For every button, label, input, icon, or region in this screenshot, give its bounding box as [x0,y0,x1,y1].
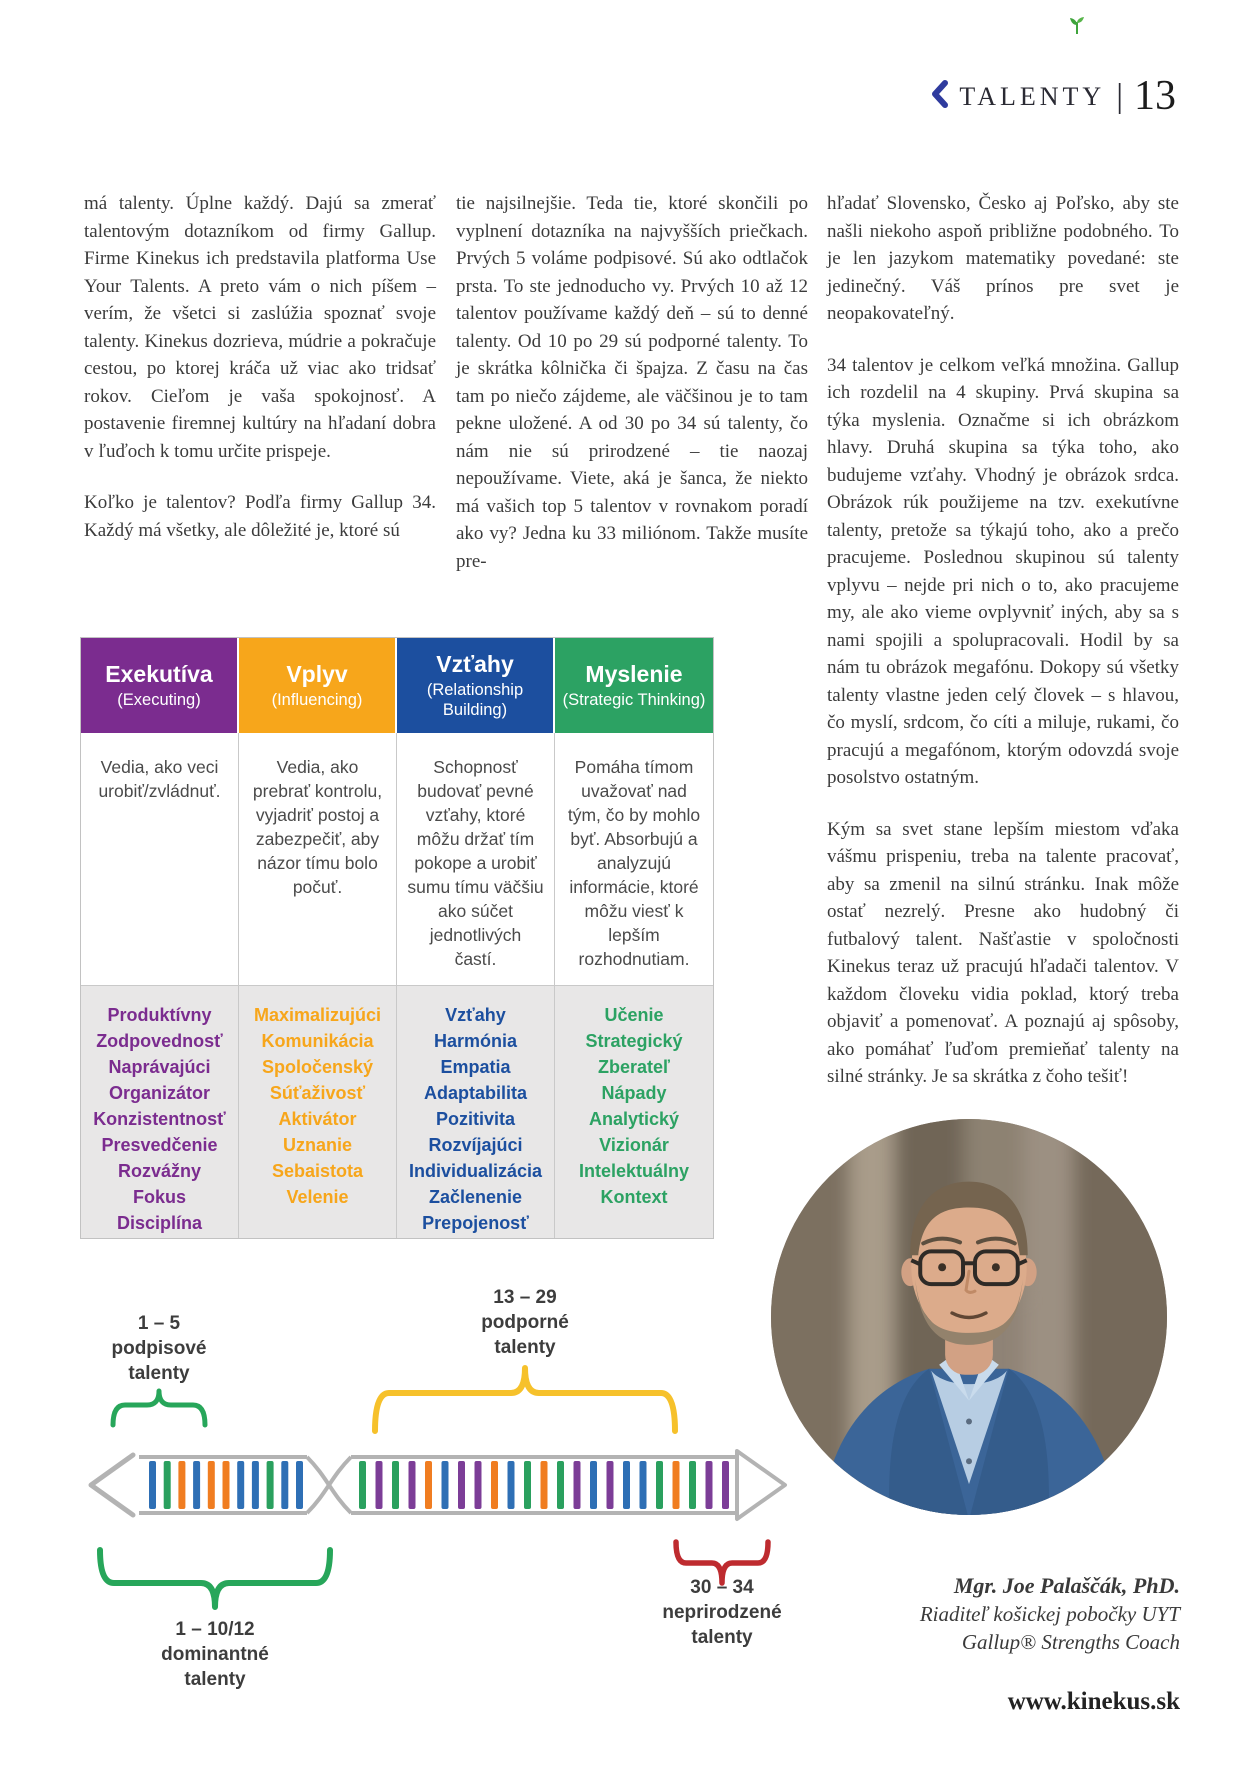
label-dominant-talents: 1 – 10/12 dominantné talenty [161,1619,269,1690]
table-header-myslenie: Myslenie (Strategic Thinking) [555,638,713,733]
table-description-exekutiva: Vedia, ako veci urobiť/zvládnuť. [81,733,239,986]
other-talent-bars [359,1461,729,1509]
talent-range-diagram [75,1245,795,1745]
paragraph: má talenty. Úplne každý. Dajú sa zmerať talentovým dotazníkom od firmy Gallup. Firme Kinekus ich predstavila platforma Use Your Talents. A preto vám o nich píšem – verím, že všetci si zaslúžia spoznať svoje talenty. Kinekus dozrieva, múdrie a pokračuje cestou, po ktorej kráča už viac ako tridsať rokov. Cieľom je vaša spokojnosť. A postavenie firemnej kultúry na hľadaní dobra v ľuďoch k tomu určite prispeje. [84,193,436,462]
header-divider: | [1116,78,1123,115]
table-description-vztahy: Schopnosť budovať pevné vzťahy, ktoré môžu držať tím pokope a urobiť sumu tímu väčšiu ako súčet jednotlivých častí. [397,733,555,986]
table-talents-exekutiva: Produktívny Zodpovednosť Naprávajúci Organizátor Konzistentnosť Presvedčenie Rozvážny Fokus Disciplína [81,986,239,1238]
table-talents-vztahy: Vzťahy Harmónia Empatia Adaptabilita Pozitivita Rozvíjajúci Individualizácia Začlenenie Prepojenosť [397,986,555,1238]
article-column-3 [827,190,1179,1115]
chevron-left-icon [931,80,948,113]
talent-table [80,637,714,1239]
paragraph: Kým sa svet stane lepším miestom vďaka vášmu prispeniu, treba na talente pracovať, aby sa zmenil na silnú stránku. Inak môže ostať nezrelý. Presne ako hudobný či futbalový talent. Našťastie v spoločnosti Kinekus teraz už pracujú hľadači talentov. V každom človeku vidia poklad, ktorý treba objaviť a pomenovať. A poznajú aj spôsoby, ako pomáhať ľuďom premieňať talenty na silné stránky. Je sa skrátka z čoho tešiť! [827,818,1179,1087]
paragraph: hľadať Slovensko, Česko aj Poľsko, aby ste našli niekoho aspoň približne podobného. To je len jazykom matematiky povedané: ste jedinečný. Váš prínos pre svet je neopakovateľný. [827,193,1179,324]
brace-signature [113,1391,205,1425]
table-header-exekutiva: Exekutíva (Executing) [81,638,239,733]
table-description-myslenie: Pomáha tímom uvažovať nad tým, čo by mohlo byť. Absorbujú a analyzujú informácie, ktoré môžu viesť k lepším rozhodnutiam. [555,733,713,986]
section-title: TALENTY [959,82,1106,111]
label-signature-talents: 1 – 5 podpisové talenty [111,1313,207,1384]
paragraph: Koľko je talentov? Podľa firmy Gallup 34. Každý má všetky, ale dôležité je, ktoré sú [84,492,436,541]
paragraph: tie najsilnejšie. Teda tie, ktoré skončili po vyplnení dotazníka na najvyšších priečkach. Prvých 5 voláme podpisové. Sú ako odtlačok prsta. To ste jednoducho vy. Prvých 10 až 12 talentov používame každý deň – sú to denné talenty. Od 10 po 29 sú podporné talenty. To je skrátka kôlnička či špajza. Z času na čas tam po niečo zájdeme, ale väčšinou je to tam pekne uložené. A od 30 po 34 sú talenty, čo nám nie sú prirodzené – tie naozaj nepoužívame. Viete, aká je šanca, že niekto má vašich top 5 talentov v rovnakom poradí ako vy? Jedna ku 33 miliónom. Takže musíte pre- [456,193,808,572]
photo-caption [750,1572,1180,1656]
table-talents-vplyv: Maximalizujúci Komunikácia Spoločenský Súťaživosť Aktivátor Uznanie Sebaistota Velenie [239,986,397,1238]
caption-role: Riaditeľ košickej pobočky UYT [919,1602,1180,1626]
strand-left-end [91,1455,133,1515]
label-supporting-talents: 13 – 29 podporné talenty [481,1287,569,1358]
footer-url: www.kinekus.sk [1007,1688,1180,1715]
brace-dominant [100,1550,330,1607]
portrait-photo [770,1118,1168,1516]
article-column-2 [456,190,808,599]
table-header-vplyv: Vplyv (Influencing) [239,638,397,733]
sprout-icon [1068,16,1086,41]
page-number: 13 [1134,73,1176,119]
brace-supporting [375,1368,675,1431]
article-column-1 [84,190,436,568]
dominant-talent-bars [149,1461,303,1509]
page-header [931,68,1176,119]
table-header-vztahy: Vzťahy (Relationship Building) [397,638,555,733]
label-unnatural-talents: 30 – 34 neprirodzené talenty [662,1577,782,1648]
table-talents-myslenie: Učenie Strategický Zberateľ Nápady Analytický Vizionár Intelektuálny Kontext [555,986,713,1238]
table-description-vplyv: Vedia, ako prebrať kontrolu, vyjadriť postoj a zabezpečiť, aby názor tímu bolo počuť. [239,733,397,986]
caption-name: Mgr. Joe Palaščák, PhD. [953,1573,1180,1598]
caption-credential: Gallup® Strengths Coach [961,1630,1180,1654]
paragraph: 34 talentov je celkom veľká množina. Gallup ich rozdelil na 4 skupiny. Prvá skupina sa týka myslenia. Označme si ich obrázkom hlavy. Druhá skupina sa týka toho, ako budujeme vzťahy. Vhodný je obrázok srdca. Obrázok rúk použijeme na tzv. exekutívne talenty, pretože sa týkajú toho, ako a prečo pracujeme. Poslednou skupinou sú talenty vplyvu – nejde pri nich o to, ako pracujeme my, ale ako vieme ovplyvniť iných, aby sa s nami spojili a spolupracovali. Hodil by sa nám tu obrázok megafónu. Dokopy sú všetky talenty vlastne jeden celý človek – s hlavou, čo myslí, srdcom, čo cíti a miluje, rukami, čo pracujú a megafónom, ktorým odovzdá svoje posolstvo ostatným. [827,354,1179,788]
